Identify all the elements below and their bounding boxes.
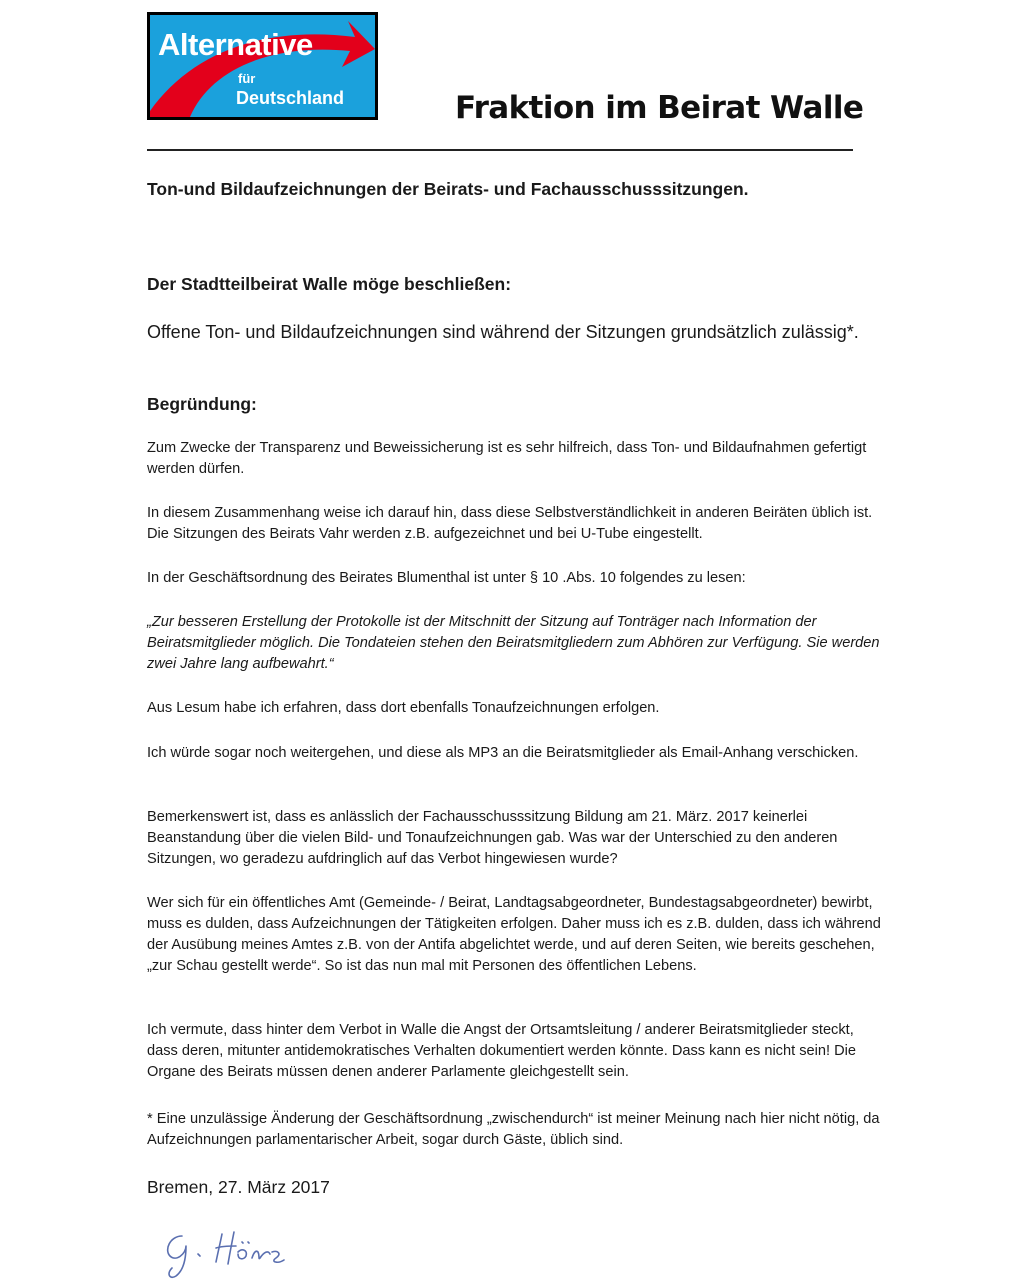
- reasoning-heading: Begründung:: [147, 394, 257, 414]
- subject-line: Ton-und Bildaufzeichnungen der Beirats- und Fachausschusssitzungen.: [147, 179, 749, 199]
- reasoning-paragraph: In diesem Zusammenhang weise ich darauf hin, dass diese Selbstverständlichkeit in anderen Beiräten üblich ist. Die Sitzungen des Beirats Vahr werden z.B. aufgezeichnet und bei U-Tube eingestellt.: [147, 505, 873, 542]
- handwritten-signature: [160, 1222, 300, 1287]
- reasoning-paragraph: Aus Lesum habe ich erfahren, dass dort ebenfalls Tonaufzeichnungen erfolgen.: [147, 700, 660, 716]
- quoted-rule-blumenthal: „Zur besseren Erstellung der Protokolle ist der Mitschnitt der Sitzung auf Tonträger nach Information der Beiratsmitglieder möglich. Die Tondateien stehen den Beiratsmitgliedern zum Abhören zur Verfügung. Sie werden zwei Jahre lang aufbewahrt.“: [147, 614, 880, 672]
- motion-text: Offene Ton- und Bildaufzeichnungen sind während der Sitzungen grundsätzlich zulässig*.: [147, 322, 859, 342]
- header-divider: [147, 149, 853, 151]
- logo-word-fuer: für: [238, 71, 256, 86]
- reasoning-paragraph: Wer sich für ein öffentliches Amt (Gemeinde- / Beirat, Landtagsabgeordneter, Bundestagsabgeordneter) bewirbt, muss es dulden, dass Aufzeichnungen der Tätigkeiten erfolgen. Daher muss ich es z.B. dulden, dass ich während der Ausübung meines Amtes z.B. von der Antifa abgelichtet werde, und auf deren Seiten, wie bereits geschehen, „zur Schau gestellt werde“. So ist das nun mal mit Personen des öffentlichen Lebens.: [147, 895, 881, 974]
- reasoning-paragraph: Ich vermute, dass hinter dem Verbot in Walle die Angst der Ortsamtsleitung / anderer Beiratsmitglieder steckt, dass deren, mitunter antidemokratisches Verhalten dokumentiert werden könnte. Dass kann es nicht sein! Die Organe des Beirats müssen denen anderer Parlamente gleichgestellt sein.: [147, 1022, 856, 1080]
- party-logo: [147, 12, 378, 120]
- reasoning-paragraph: In der Geschäftsordnung des Beirates Blumenthal ist unter § 10 .Abs. 10 folgendes zu lesen:: [147, 570, 746, 586]
- reasoning-paragraph: Ich würde sogar noch weitergehen, und diese als MP3 an die Beiratsmitglieder als Email-Anhang verschicken.: [147, 745, 859, 761]
- place-and-date: Bremen, 27. März 2017: [147, 1177, 330, 1197]
- document-header-title: Fraktion im Beirat Walle: [455, 90, 864, 126]
- logo-word-deutschland: Deutschland: [236, 88, 345, 108]
- footnote: * Eine unzulässige Änderung der Geschäftsordnung „zwischendurch“ ist meiner Meinung nach hier nicht nötig, da Aufzeichnungen parlamentarischer Arbeit, sogar durch Gäste, üblich sind.: [147, 1111, 880, 1148]
- reasoning-paragraph: Bemerkenswert ist, dass es anlässlich der Fachausschusssitzung Bildung am 21. März. 2017 keinerlei Beanstandung über die vielen Bild- und Tonaufzeichnungen gab. Was war der Unterschied zu den anderen Sitzungen, wo geradezu aufdringlich auf das Verbot hingewiesen wurde?: [147, 809, 838, 867]
- reasoning-paragraph: Zum Zwecke der Transparenz und Beweissicherung ist es sehr hilfreich, dass Ton- und Bildaufnahmen gefertigt werden dürfen.: [147, 440, 867, 477]
- logo-word-alternative: Alternative: [158, 27, 313, 62]
- motion-heading: Der Stadtteilbeirat Walle möge beschließen:: [147, 274, 512, 294]
